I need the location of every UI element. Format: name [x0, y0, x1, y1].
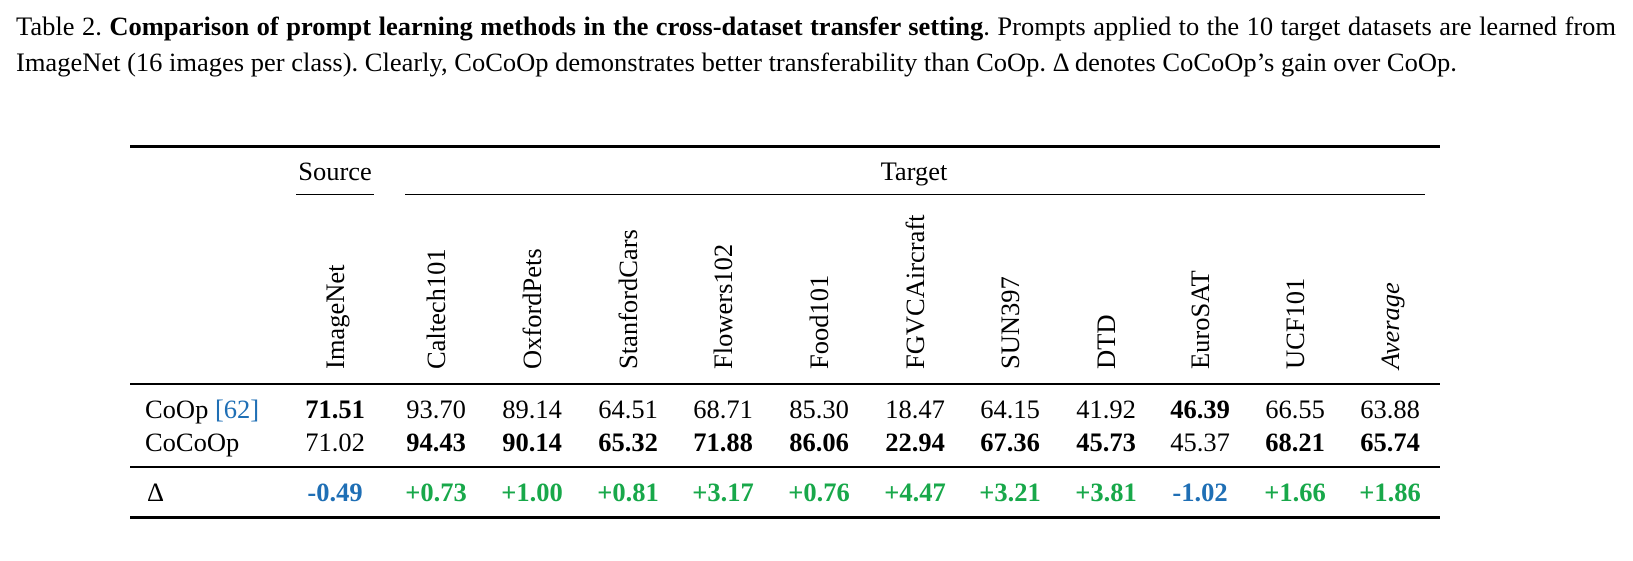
row-label-delta: Δ	[147, 477, 165, 507]
table-cell: 85.30	[789, 394, 849, 424]
table-cell: 71.02	[305, 427, 365, 457]
citation-link[interactable]: [62]	[214, 394, 260, 424]
table-cell: 65.32	[598, 427, 658, 457]
method-name: CoCoOp	[145, 427, 240, 457]
target-underline	[405, 194, 1425, 195]
column-header: EuroSAT	[1185, 270, 1215, 369]
caption-title: Comparison of prompt learning methods in the cross-dataset transfer setting	[109, 11, 984, 41]
top-rule	[130, 145, 1440, 148]
column-header: UCF101	[1280, 277, 1310, 369]
delta-cell: +1.86	[1359, 477, 1421, 507]
delta-cell: +3.81	[1075, 477, 1137, 507]
row-label-cocoop	[145, 427, 239, 457]
column-header: Food101	[804, 274, 834, 369]
table-caption	[16, 8, 1616, 80]
mid-rule	[130, 466, 1440, 468]
column-header: OxfordPets	[517, 248, 547, 369]
column-header: ImageNet	[320, 264, 350, 369]
table-cell: 65.74	[1360, 427, 1420, 457]
method-name: CoOp	[145, 394, 209, 424]
bottom-rule	[130, 516, 1440, 519]
delta-cell: +0.76	[788, 477, 850, 507]
delta-cell: +4.47	[884, 477, 946, 507]
column-header: Caltech101	[421, 248, 451, 369]
column-header: SUN397	[995, 276, 1025, 369]
caption-text: . Prompts applied to the 10 target datasets are learned from ImageNet (16 images per class). Clearly, CoCoOp demonstrates better transferability than CoOp. Δ denotes CoCoOp’s gain over CoOp.	[16, 11, 1617, 77]
table-cell: 67.36	[980, 427, 1040, 457]
source-group-header: Source	[298, 156, 372, 186]
table-cell: 68.21	[1265, 427, 1325, 457]
delta-cell: +3.17	[692, 477, 754, 507]
target-group-header: Target	[880, 156, 948, 186]
table-cell: 71.51	[305, 394, 365, 424]
table-cell: 86.06	[789, 427, 849, 457]
column-header: DTD	[1091, 314, 1121, 369]
table-cell: 64.15	[980, 394, 1040, 424]
table-cell: 90.14	[502, 427, 562, 457]
table-cell: 41.92	[1076, 394, 1136, 424]
column-header: Flowers102	[708, 243, 738, 369]
table-cell: 45.73	[1076, 427, 1136, 457]
delta-cell: +3.21	[979, 477, 1041, 507]
table-cell: 89.14	[502, 394, 562, 424]
source-underline	[296, 194, 374, 195]
delta-cell: +0.81	[597, 477, 659, 507]
table-cell: 18.47	[885, 394, 945, 424]
citation-number: 62	[223, 394, 251, 424]
column-header: StanfordCars	[613, 229, 643, 369]
delta-cell: +1.66	[1264, 477, 1326, 507]
table-cell: 45.37	[1170, 427, 1230, 457]
table-cell: 68.71	[693, 394, 753, 424]
delta-cell: +1.00	[501, 477, 563, 507]
table-cell: 22.94	[885, 427, 945, 457]
column-header: FGVCAircraft	[900, 214, 930, 369]
table-cell: 64.51	[598, 394, 658, 424]
header-rule	[130, 383, 1440, 385]
table-cell: 94.43	[406, 427, 466, 457]
table-cell: 66.55	[1265, 394, 1325, 424]
delta-cell: -0.49	[307, 477, 363, 507]
delta-cell: +0.73	[405, 477, 467, 507]
column-header-average: Average	[1375, 282, 1405, 369]
row-label-coop	[145, 394, 259, 424]
table-cell: 93.70	[406, 394, 466, 424]
caption-label: Table 2.	[16, 11, 102, 41]
delta-cell: -1.02	[1172, 477, 1228, 507]
table-cell: 46.39	[1170, 394, 1230, 424]
table-cell: 71.88	[693, 427, 753, 457]
table-cell: 63.88	[1360, 394, 1420, 424]
